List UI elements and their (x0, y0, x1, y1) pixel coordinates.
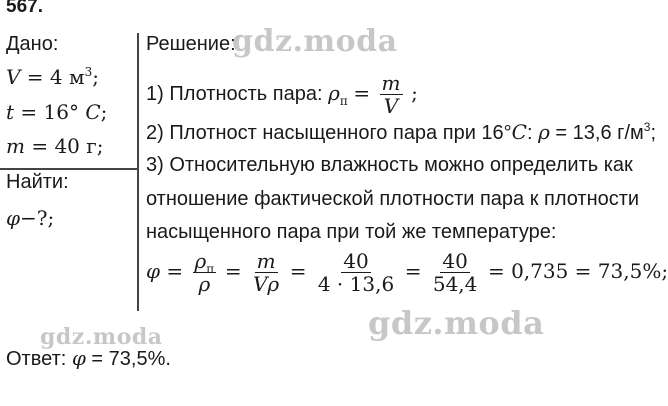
given-mass: m = 40 г; (6, 134, 104, 158)
fraction-substituted: $\frac{40}{4 \cdot 13,6}$ (317, 249, 395, 296)
solution-step3-line2: отношение фактической плотности пара к плотности (146, 188, 640, 210)
fraction-rho-ratio: $\frac{\rho_п}{\rho}$ (194, 249, 215, 296)
solution-step1: 1) Плотность пара: $\rho_п$ = $\frac{m}{V}$ ; (146, 71, 418, 118)
given-volume: V = 4 $м^3$; (6, 65, 99, 89)
given-solution-divider (137, 33, 139, 311)
final-result: = 0,735 = 73,5%; (487, 258, 668, 283)
answer-line: Ответ: φ = 73,5%. (6, 346, 171, 370)
fraction-computed: $\frac{40}{54,4}$ (432, 249, 478, 296)
problem-number: 567. (6, 0, 43, 17)
given-temperature: t = 16° C; (6, 100, 108, 124)
given-heading: Дано: (6, 33, 59, 55)
watermark-bottom-right: gdz.moda (368, 304, 545, 342)
watermark-bottom-left: gdz.moda (40, 324, 163, 350)
fraction-m-over-vrho: $\frac{m}{V\rho}$ (252, 249, 280, 296)
find-heading: Найти: (6, 171, 69, 193)
density-formula: $\rho_п$ (328, 80, 348, 108)
step1-label: 1) Плотность пара: (146, 82, 329, 105)
fraction-m-over-v: $\frac{m}{V}$ (381, 71, 401, 118)
solution-step3-line3: насыщенного пара при той же температуре: (146, 221, 557, 243)
humidity-formula: φ = $\frac{\rho_п}{\rho}$ = $\frac{m}{V\rho}$ = $\frac{40}{4 \cdot 13,6}$ = $\frac{40}{54,4}$ = 0,735 = 73,5%; (146, 249, 668, 296)
find-unknown: φ−?; (6, 206, 55, 230)
solution-step3-line1: 3) Относительную влажность можно определить как (146, 154, 633, 176)
solution-heading: Решение: (146, 33, 236, 55)
watermark-top: gdz.moda (232, 24, 398, 59)
solution-step2: 2) Плотност насыщенного пара при 16°C: ρ = 13,6 $г/м^3$; (146, 120, 657, 144)
